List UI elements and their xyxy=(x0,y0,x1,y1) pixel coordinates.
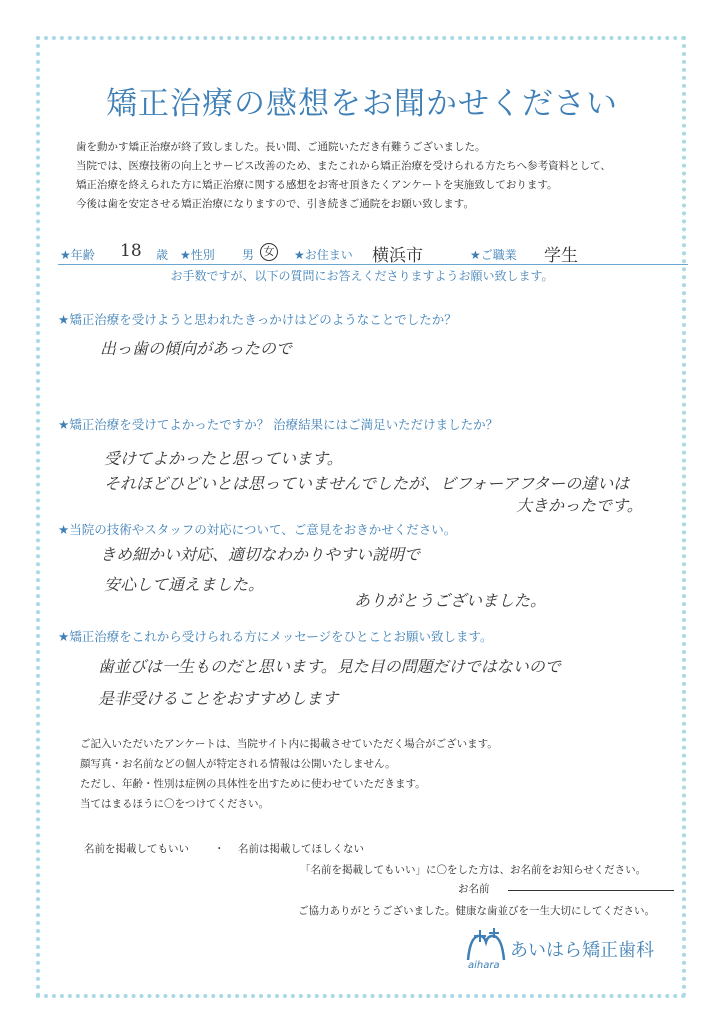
question-4: ★矯正治療をこれから受けられる方にメッセージをひとことお願い致します。 xyxy=(58,629,493,644)
job-value: 学生 xyxy=(544,246,578,266)
question-3: ★当院の技術やスタッフの対応について、ご意見をおきかせください。 xyxy=(58,522,457,537)
sex-female-circled xyxy=(260,243,278,261)
instruction-text: お手数ですが、以下の質問にお答えくださりますようお願い致します。 xyxy=(170,269,554,283)
note-line: 顔写真・お名前などの個人が特定される情報は公開いたしません。 xyxy=(80,758,396,770)
intro-line: 今後は歯を安定させる矯正治療になりますので、引き続きご通院をお願い致します。 xyxy=(76,198,474,210)
option-separator: ・ xyxy=(214,843,225,855)
note-line: ただし、年齢・性別は症例の具体性を出すために使わせていただきます。 xyxy=(80,778,426,790)
sex-female: 女 xyxy=(260,243,278,261)
answer-3-line: きめ細かい対応、適切なわかりやすい説明で xyxy=(100,545,421,564)
answer-1-line: 出っ歯の傾向があったので xyxy=(100,339,292,358)
option-publish-name[interactable]: 名前を掲載してもいい xyxy=(84,843,189,855)
answer-2-line: それほどひどいとは思っていませんでしたが、ビフォーアフターの違いは xyxy=(104,474,630,493)
sex-male: 男 xyxy=(242,248,255,262)
note-line: ご記入いただいたアンケートは、当院サイト内に掲載させていただく場合がございます。 xyxy=(80,738,498,750)
intro-line: 当院では、医療技術の向上とサービス改善のため、またこれから矯正治療を受けられる方たちへ参考資料として、 xyxy=(76,160,611,172)
age-unit: 歳 xyxy=(156,248,169,262)
sex-label: ★性別 xyxy=(180,248,215,262)
notes xyxy=(80,734,498,814)
intro-line: 歯を動かす矯正治療が終了致しました。長い間、ご通院いただき有難うございました。 xyxy=(76,141,486,153)
tooth-logo-icon xyxy=(464,926,508,962)
address-label: ★お住まい xyxy=(294,248,353,262)
option-hide-name[interactable]: 名前は掲載してほしくない xyxy=(238,843,364,855)
age-value: 18 xyxy=(120,241,142,261)
clinic-logo xyxy=(464,926,674,976)
question-2: ★矯正治療を受けてよかったですか？ 治療結果にはご満足いただけましたか？ xyxy=(58,417,499,432)
answer-4-line: 是非受けることをおすすめします xyxy=(98,689,339,708)
intro-text xyxy=(76,138,676,214)
clinic-sub: aihara xyxy=(468,960,500,971)
job-label: ★ご職業 xyxy=(470,248,517,262)
answer-3-line: 安心して通えました。 xyxy=(104,575,265,594)
answer-4-line: 歯並びは一生ものだと思います。見た目の問題だけではないので xyxy=(98,657,561,676)
answer-2-line: 受けてよかったと思っています。 xyxy=(104,449,343,468)
profile-row xyxy=(58,238,688,265)
intro-line: 矯正治療を終えられた方に矯正治療に関する感想をお寄せ頂きたくアンケートを実施致しております。 xyxy=(76,179,558,191)
name-note: 「名前を掲載してもいい」に〇をした方は、お名前をお知らせください。 xyxy=(300,864,647,876)
name-input-line[interactable] xyxy=(508,890,674,891)
clinic-name: あいはら矯正歯科 xyxy=(510,940,654,961)
answer-2-line: 大きかったです。 xyxy=(516,496,643,515)
page-title: 矯正治療の感想をお聞かせください xyxy=(106,86,618,122)
question-1: ★矯正治療を受けようと思われたきっかけはどのようなことでしたか？ xyxy=(58,312,457,327)
name-label: お名前 xyxy=(458,883,490,895)
answer-3-line: ありがとうございました。 xyxy=(354,591,547,610)
note-line: 当てはまるほうに〇をつけてください。 xyxy=(80,798,269,810)
address-value: 横浜市 xyxy=(372,246,423,266)
thanks-text: ご協力ありがとうございました。健康な歯並びを一生大切にしてください。 xyxy=(298,905,655,917)
age-label: ★年齢 xyxy=(60,248,95,262)
